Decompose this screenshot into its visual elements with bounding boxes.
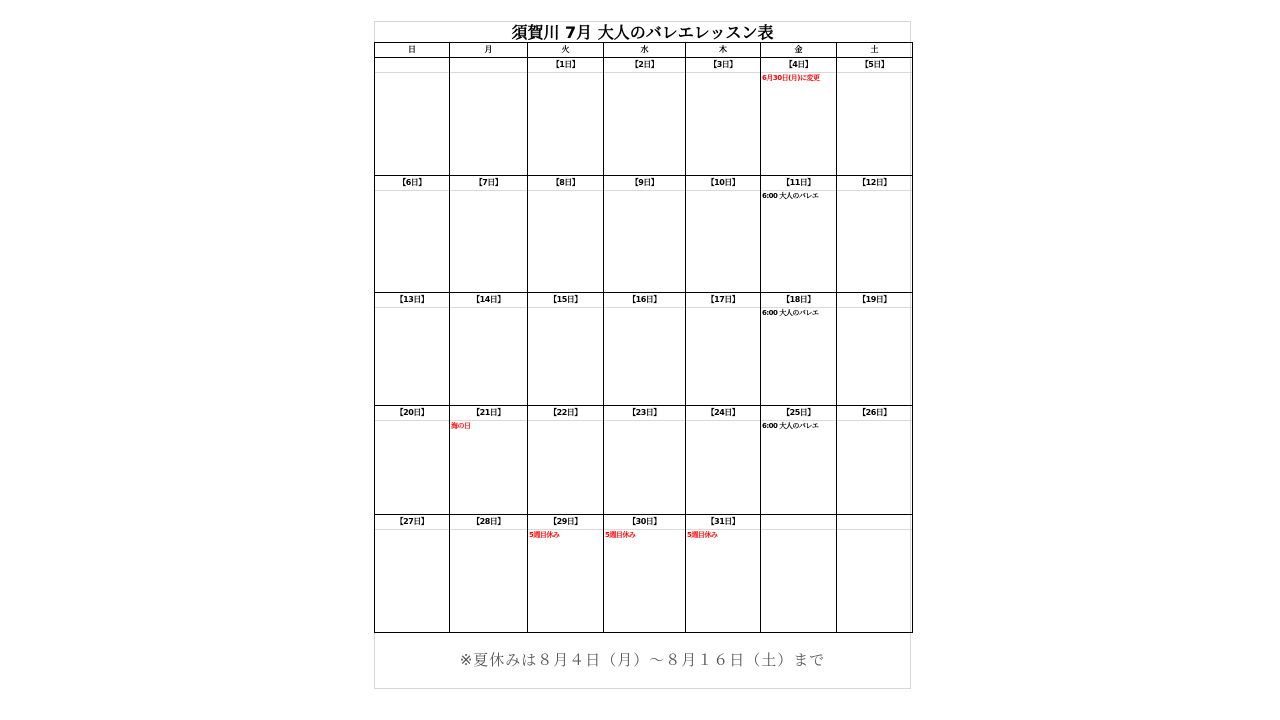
day-cell — [528, 293, 604, 406]
day-date — [761, 515, 836, 530]
page-title: 須賀川 7月 大人のバレエレッスン表 — [511, 23, 774, 42]
day-date: 【4日】 — [761, 58, 836, 73]
day-date: 【12日】 — [837, 176, 912, 191]
day-date: 【10日】 — [686, 176, 760, 191]
day-cell — [686, 515, 761, 633]
day-cell — [450, 58, 528, 176]
calendar-table — [374, 42, 913, 633]
day-note: 5週目休み — [687, 531, 718, 539]
weekday-sat: 土 — [837, 43, 913, 58]
day-date — [450, 58, 527, 73]
day-note: 5週目休み — [529, 531, 560, 539]
day-date: 【25日】 — [761, 406, 836, 421]
day-cell — [528, 515, 604, 633]
day-date: 【28日】 — [450, 515, 527, 530]
day-note: 6:00 大人のバレエ — [762, 309, 819, 317]
day-date: 【11日】 — [761, 176, 836, 191]
day-cell — [604, 293, 686, 406]
week-row — [375, 176, 913, 293]
day-cell — [450, 176, 528, 293]
day-cell — [686, 406, 761, 515]
day-cell — [528, 176, 604, 293]
day-date: 【16日】 — [604, 293, 685, 308]
day-date: 【29日】 — [528, 515, 603, 530]
day-date: 【18日】 — [761, 293, 836, 308]
day-cell — [528, 406, 604, 515]
calendar-weeks — [375, 58, 913, 633]
day-date: 【9日】 — [604, 176, 685, 191]
weekday-sun: 日 — [375, 43, 450, 58]
day-cell — [604, 515, 686, 633]
day-date: 【13日】 — [375, 293, 449, 308]
day-note: 5週目休み — [605, 531, 636, 539]
day-cell — [837, 406, 913, 515]
day-cell — [837, 293, 913, 406]
day-date: 【1日】 — [528, 58, 603, 73]
day-date: 【22日】 — [528, 406, 603, 421]
day-cell — [837, 58, 913, 176]
day-cell — [837, 515, 913, 633]
day-date: 【31日】 — [686, 515, 760, 530]
day-date: 【27日】 — [375, 515, 449, 530]
day-cell — [450, 515, 528, 633]
summer-break-note: ※夏休みは８月４日（月）～８月１６日（土）まで — [459, 651, 826, 669]
day-cell — [375, 58, 450, 176]
day-date: 【30日】 — [604, 515, 685, 530]
day-date: 【5日】 — [837, 58, 912, 73]
weekday-header-row — [375, 43, 913, 58]
day-cell — [450, 406, 528, 515]
day-date: 【26日】 — [837, 406, 912, 421]
day-note: 6月30日(月)に変更 — [762, 74, 820, 82]
day-date: 【15日】 — [528, 293, 603, 308]
day-cell — [528, 58, 604, 176]
day-note: 6:00 大人のバレエ — [762, 422, 819, 430]
week-row — [375, 515, 913, 633]
day-cell — [375, 293, 450, 406]
day-cell — [375, 176, 450, 293]
day-cell — [761, 293, 837, 406]
day-date: 【7日】 — [450, 176, 527, 191]
day-date: 【14日】 — [450, 293, 527, 308]
week-row — [375, 406, 913, 515]
day-cell — [761, 406, 837, 515]
day-cell — [375, 515, 450, 633]
day-date: 【23日】 — [604, 406, 685, 421]
day-cell — [761, 58, 837, 176]
day-cell — [604, 406, 686, 515]
day-date: 【2日】 — [604, 58, 685, 73]
day-date — [837, 515, 912, 530]
day-date: 【24日】 — [686, 406, 760, 421]
day-date: 【19日】 — [837, 293, 912, 308]
day-date: 【21日】 — [450, 406, 527, 421]
day-cell — [604, 176, 686, 293]
day-cell — [604, 58, 686, 176]
day-cell — [761, 515, 837, 633]
day-note: 海の日 — [451, 422, 471, 430]
day-cell — [761, 176, 837, 293]
weekday-fri: 金 — [761, 43, 837, 58]
day-date: 【6日】 — [375, 176, 449, 191]
day-cell — [375, 406, 450, 515]
day-cell — [686, 293, 761, 406]
weekday-mon: 月 — [450, 43, 528, 58]
day-date — [375, 58, 449, 73]
day-cell — [686, 176, 761, 293]
week-row — [375, 293, 913, 406]
day-date: 【8日】 — [528, 176, 603, 191]
day-note: 6:00 大人のバレエ — [762, 192, 819, 200]
day-cell — [837, 176, 913, 293]
weekday-thu: 木 — [686, 43, 761, 58]
week-row — [375, 58, 913, 176]
day-cell — [686, 58, 761, 176]
day-date: 【3日】 — [686, 58, 760, 73]
day-cell — [450, 293, 528, 406]
weekday-wed: 水 — [604, 43, 686, 58]
day-date: 【17日】 — [686, 293, 760, 308]
weekday-tue: 火 — [528, 43, 604, 58]
day-date: 【20日】 — [375, 406, 449, 421]
